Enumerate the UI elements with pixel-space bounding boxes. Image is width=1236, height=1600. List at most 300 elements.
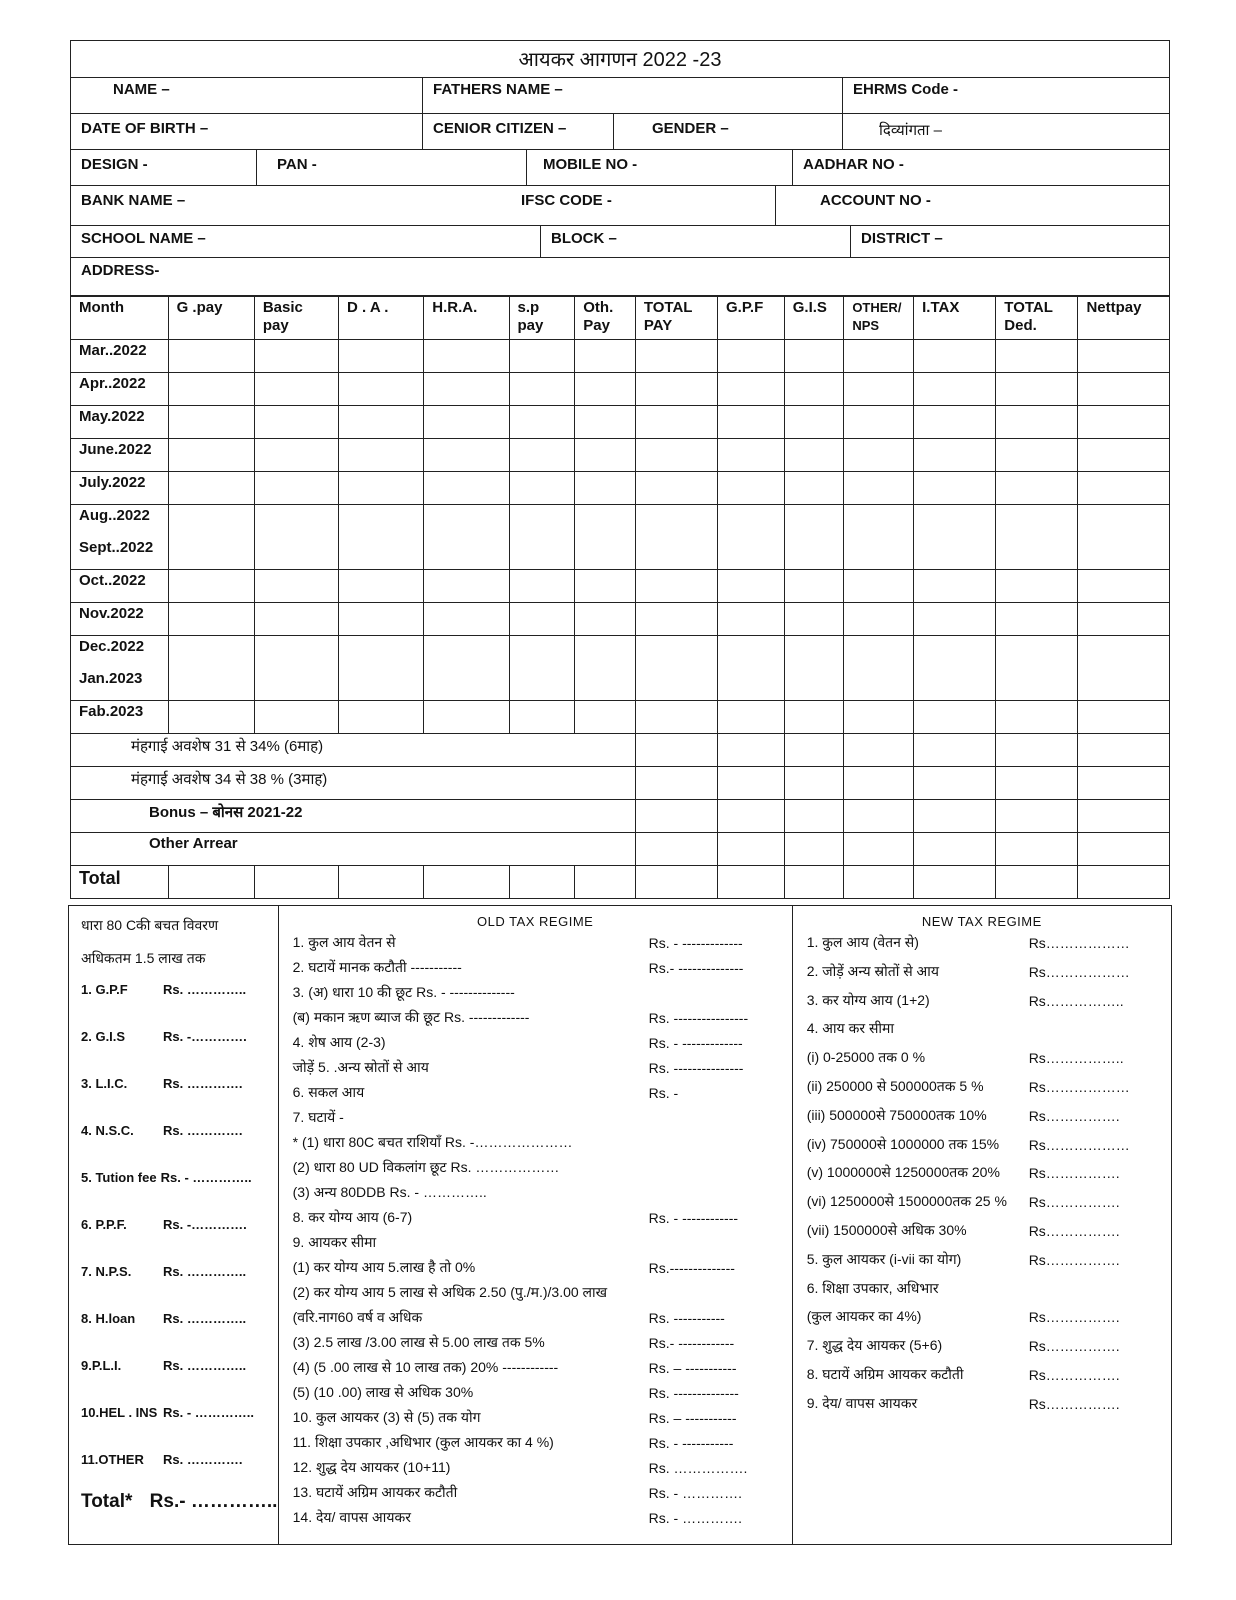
pay-cell[interactable] — [996, 340, 1078, 373]
pay-cell[interactable] — [575, 537, 636, 570]
pay-cell[interactable] — [996, 537, 1078, 570]
pay-cell[interactable] — [784, 472, 844, 505]
pay-cell[interactable] — [996, 734, 1078, 767]
ehrms-code-field[interactable]: EHRMS Code - — [853, 81, 958, 98]
pay-cell[interactable] — [784, 767, 844, 800]
month-row — [71, 668, 1170, 701]
pay-cell[interactable] — [254, 701, 338, 734]
line-amount[interactable]: Rs. ----------- — [648, 1310, 725, 1326]
savings-item-value[interactable]: Rs. …………. — [163, 1123, 243, 1138]
savings-item-label: 2. G.I.S — [81, 1029, 126, 1044]
pay-cell[interactable] — [635, 505, 717, 538]
pay-cell[interactable] — [718, 472, 785, 505]
pay-cell[interactable] — [254, 439, 338, 472]
pay-cell[interactable] — [1078, 833, 1170, 866]
line-amount[interactable]: Rs……………. — [1028, 1107, 1120, 1124]
pay-cell[interactable] — [339, 701, 424, 734]
savings-item-value[interactable]: Rs. - ………….. — [160, 1170, 252, 1185]
pay-cell[interactable] — [718, 537, 785, 570]
pay-cell[interactable] — [784, 439, 844, 472]
month-row — [71, 373, 1170, 406]
total-label: Total — [71, 866, 169, 899]
pay-cell[interactable] — [996, 570, 1078, 603]
month-label: Jan.2023 — [71, 668, 169, 701]
savings-item-value[interactable]: Rs. ………….. — [163, 1358, 247, 1373]
senior-citizen-field[interactable]: CENIOR CITIZEN – — [423, 114, 614, 149]
pay-cell[interactable] — [1078, 373, 1170, 406]
pay-cell[interactable] — [914, 439, 996, 472]
line-amount[interactable]: Rs. ……………. — [648, 1460, 748, 1476]
pay-cell[interactable] — [1078, 636, 1170, 669]
name-row — [71, 78, 1169, 114]
total-cell[interactable] — [718, 866, 785, 899]
pay-cell[interactable] — [844, 603, 914, 636]
line-amount[interactable]: Rs. --------------- — [648, 1060, 744, 1076]
pay-cell[interactable] — [1078, 800, 1170, 833]
pay-cell[interactable] — [844, 505, 914, 538]
pay-cell[interactable] — [424, 636, 509, 669]
pay-cell[interactable] — [914, 472, 996, 505]
new-regime-line — [807, 1163, 1157, 1192]
old-regime-line — [293, 1283, 778, 1308]
pay-cell[interactable] — [718, 570, 785, 603]
pay-cell[interactable] — [509, 636, 575, 669]
line-amount[interactable]: Rs……………. — [1028, 1395, 1120, 1412]
pay-cell[interactable] — [635, 570, 717, 603]
pay-cell[interactable] — [424, 373, 509, 406]
line-label: (वरि.नाग60 वर्ष व अधिक — [292, 1309, 423, 1325]
disability-field[interactable]: दिव्यांगता – — [879, 122, 942, 139]
line-amount[interactable]: Rs……………… — [1028, 963, 1130, 980]
pay-cell[interactable] — [575, 636, 636, 669]
pay-cell[interactable] — [996, 472, 1078, 505]
line-amount[interactable]: Rs. - — [648, 1085, 679, 1101]
pay-cell[interactable] — [914, 800, 996, 833]
pay-cell[interactable] — [424, 472, 509, 505]
pay-cell[interactable] — [718, 668, 785, 701]
total-cell[interactable] — [424, 866, 509, 899]
pay-cell[interactable] — [575, 505, 636, 538]
pay-cell[interactable] — [784, 833, 844, 866]
total-cell[interactable] — [914, 866, 996, 899]
pay-cell[interactable] — [784, 537, 844, 570]
pay-cell[interactable] — [339, 603, 424, 636]
pay-cell[interactable] — [718, 373, 785, 406]
pay-cell[interactable] — [575, 570, 636, 603]
pay-cell[interactable] — [996, 636, 1078, 669]
pay-cell[interactable] — [168, 701, 254, 734]
line-label: 13. घटायें अग्रिम आयकर कटौती — [292, 1484, 458, 1500]
total-cell[interactable] — [635, 866, 717, 899]
pay-cell[interactable] — [718, 833, 785, 866]
total-cell[interactable] — [784, 866, 844, 899]
pay-cell[interactable] — [784, 734, 844, 767]
dob-row — [71, 114, 1169, 150]
account-field[interactable]: ACCOUNT NO - — [820, 192, 931, 209]
pay-cell[interactable] — [168, 340, 254, 373]
pay-cell[interactable] — [914, 668, 996, 701]
pay-cell[interactable] — [914, 570, 996, 603]
pay-cell[interactable] — [168, 439, 254, 472]
pay-cell[interactable] — [339, 537, 424, 570]
pay-cell[interactable] — [424, 505, 509, 538]
pay-cell[interactable] — [718, 603, 785, 636]
pay-cell[interactable] — [844, 668, 914, 701]
pay-cell[interactable] — [509, 439, 575, 472]
pay-cell[interactable] — [575, 668, 636, 701]
pay-cell[interactable] — [1078, 505, 1170, 538]
old-regime-line — [293, 1008, 778, 1033]
total-cell[interactable] — [509, 866, 575, 899]
total-cell[interactable] — [339, 866, 424, 899]
pay-cell[interactable] — [844, 800, 914, 833]
pay-cell[interactable] — [914, 603, 996, 636]
line-amount[interactable]: Rs.- ------------ — [648, 1335, 735, 1351]
line-amount[interactable]: Rs. - ------------- — [648, 935, 743, 951]
pay-cell[interactable] — [509, 570, 575, 603]
pay-cell[interactable] — [914, 505, 996, 538]
pay-cell[interactable] — [914, 833, 996, 866]
line-label: (ब) मकान ऋण ब्याज की छूट Rs. ------------- — [292, 1009, 530, 1025]
name-field[interactable]: NAME – — [71, 78, 423, 113]
pay-cell[interactable] — [844, 439, 914, 472]
pay-cell[interactable] — [1078, 472, 1170, 505]
column-header: TOTAL Ded. — [996, 297, 1078, 340]
new-regime-line — [807, 1336, 1157, 1365]
pay-cell[interactable] — [1078, 767, 1170, 800]
pay-cell[interactable] — [844, 701, 914, 734]
pay-cell[interactable] — [784, 668, 844, 701]
pay-cell[interactable] — [254, 636, 338, 669]
pay-cell[interactable] — [575, 603, 636, 636]
pay-cell[interactable] — [575, 701, 636, 734]
total-cell[interactable] — [844, 866, 914, 899]
pay-cell[interactable] — [339, 472, 424, 505]
column-header: OTHER/ NPS — [844, 297, 914, 340]
pay-cell[interactable] — [718, 734, 785, 767]
pay-cell[interactable] — [168, 406, 254, 439]
pay-cell[interactable] — [339, 439, 424, 472]
total-cell[interactable] — [575, 866, 636, 899]
line-amount[interactable]: Rs. ---------------- — [648, 1010, 749, 1026]
pay-cell[interactable] — [844, 340, 914, 373]
total-cell[interactable] — [996, 866, 1078, 899]
pay-cell[interactable] — [1078, 439, 1170, 472]
old-regime-line — [293, 1458, 778, 1483]
pay-cell[interactable] — [1078, 340, 1170, 373]
line-amount[interactable]: Rs.- -------------- — [648, 960, 744, 976]
pay-cell[interactable] — [914, 767, 996, 800]
pay-cell[interactable] — [254, 668, 338, 701]
pay-cell[interactable] — [635, 373, 717, 406]
arrear-label: Other Arrear — [71, 833, 636, 866]
pay-cell[interactable] — [718, 439, 785, 472]
pay-cell[interactable] — [914, 340, 996, 373]
pay-cell[interactable] — [996, 833, 1078, 866]
pay-cell[interactable] — [254, 406, 338, 439]
pay-cell[interactable] — [844, 570, 914, 603]
line-amount[interactable]: Rs. – ----------- — [648, 1410, 737, 1426]
pay-cell[interactable] — [914, 406, 996, 439]
pay-cell[interactable] — [784, 701, 844, 734]
pay-cell[interactable] — [575, 472, 636, 505]
old-regime-line — [293, 1408, 778, 1433]
pay-cell[interactable] — [1078, 406, 1170, 439]
pay-cell[interactable] — [996, 767, 1078, 800]
pay-cell[interactable] — [844, 373, 914, 406]
pay-cell[interactable] — [509, 505, 575, 538]
block-field[interactable]: BLOCK – — [541, 226, 851, 257]
pay-cell[interactable] — [339, 668, 424, 701]
line-amount[interactable]: Rs. - ------------ — [648, 1210, 739, 1226]
savings-item-value[interactable]: Rs. ………….. — [163, 1311, 247, 1326]
line-amount[interactable]: Rs. - …………. — [648, 1510, 742, 1526]
pay-cell[interactable] — [844, 767, 914, 800]
pay-cell[interactable] — [168, 537, 254, 570]
ifsc-field[interactable]: IFSC CODE - — [521, 192, 612, 209]
pay-cell[interactable] — [575, 439, 636, 472]
old-regime-heading: OLD TAX REGIME — [477, 914, 594, 929]
pay-cell[interactable] — [996, 800, 1078, 833]
pay-cell[interactable] — [254, 373, 338, 406]
pay-cell[interactable] — [1078, 668, 1170, 701]
pay-cell[interactable] — [254, 537, 338, 570]
pay-cell[interactable] — [339, 406, 424, 439]
pay-cell[interactable] — [1078, 537, 1170, 570]
line-amount[interactable]: Rs……………. — [1028, 1309, 1120, 1326]
line-amount[interactable]: Rs. - ----------- — [648, 1435, 734, 1451]
pay-cell[interactable] — [509, 472, 575, 505]
pay-cell[interactable] — [1078, 734, 1170, 767]
pay-cell[interactable] — [168, 570, 254, 603]
old-regime-line — [293, 1133, 778, 1158]
pay-cell[interactable] — [996, 603, 1078, 636]
fathers-name-field[interactable]: FATHERS NAME – — [423, 78, 843, 113]
pay-cell[interactable] — [1078, 570, 1170, 603]
line-label: (v) 1000000से 1250000तक 20% — [806, 1164, 1000, 1181]
savings-items — [81, 982, 266, 1499]
line-amount[interactable]: Rs……………. — [1028, 1194, 1120, 1211]
pay-cell[interactable] — [509, 668, 575, 701]
pay-cell[interactable] — [509, 373, 575, 406]
new-regime-lines — [807, 933, 1157, 1423]
line-amount[interactable]: Rs……………. — [1028, 1366, 1120, 1383]
total-cell[interactable] — [1078, 866, 1170, 899]
pay-cell[interactable] — [996, 406, 1078, 439]
savings-item-value[interactable]: Rs. -…………. — [163, 1217, 247, 1232]
pay-cell[interactable] — [718, 505, 785, 538]
pay-cell[interactable] — [339, 340, 424, 373]
mobile-field[interactable]: MOBILE NO - — [527, 150, 793, 185]
pay-cell[interactable] — [635, 833, 717, 866]
pay-cell[interactable] — [718, 406, 785, 439]
pay-cell[interactable] — [424, 439, 509, 472]
pay-cell[interactable] — [718, 636, 785, 669]
savings-item-value[interactable]: Rs. …………. — [163, 1452, 243, 1467]
bank-name-field[interactable]: BANK NAME – — [81, 192, 186, 209]
pay-cell[interactable] — [575, 340, 636, 373]
pay-cell[interactable] — [718, 767, 785, 800]
pay-cell[interactable] — [784, 570, 844, 603]
pay-cell[interactable] — [424, 668, 509, 701]
pay-cell[interactable] — [424, 603, 509, 636]
line-amount[interactable]: Rs……………. — [1028, 1165, 1120, 1182]
pay-cell[interactable] — [509, 537, 575, 570]
district-field[interactable]: DISTRICT – — [861, 230, 943, 247]
old-regime-line — [293, 1258, 778, 1283]
pay-cell[interactable] — [424, 406, 509, 439]
line-label: (vi) 1250000से 1500000तक 25 % — [806, 1193, 1007, 1210]
old-regime-line — [293, 1483, 778, 1508]
pay-cell[interactable] — [635, 472, 717, 505]
pay-cell[interactable] — [844, 734, 914, 767]
pay-cell[interactable] — [168, 472, 254, 505]
pay-cell[interactable] — [168, 373, 254, 406]
pay-cell[interactable] — [635, 603, 717, 636]
pay-cell[interactable] — [996, 439, 1078, 472]
pay-cell[interactable] — [635, 701, 717, 734]
pay-cell[interactable] — [784, 800, 844, 833]
line-amount[interactable]: Rs……………. — [1028, 1251, 1120, 1268]
pay-cell[interactable] — [339, 373, 424, 406]
pay-cell[interactable] — [254, 472, 338, 505]
pay-cell[interactable] — [996, 373, 1078, 406]
pay-cell[interactable] — [718, 701, 785, 734]
pay-cell[interactable] — [844, 833, 914, 866]
pay-cell[interactable] — [996, 668, 1078, 701]
line-amount[interactable]: Rs……………… — [1028, 935, 1130, 951]
pay-cell[interactable] — [914, 636, 996, 669]
line-amount[interactable]: Rs……………. — [1028, 1222, 1120, 1239]
total-cell[interactable] — [168, 866, 254, 899]
pay-cell[interactable] — [509, 603, 575, 636]
column-header: G.P.F — [718, 297, 785, 340]
pay-cell[interactable] — [914, 373, 996, 406]
total-cell[interactable] — [254, 866, 338, 899]
pay-cell[interactable] — [1078, 603, 1170, 636]
pay-cell[interactable] — [635, 537, 717, 570]
address-field[interactable]: ADDRESS- — [81, 262, 160, 279]
pay-cell[interactable] — [1078, 701, 1170, 734]
savings-item-value[interactable]: Rs. ………….. — [163, 1264, 247, 1279]
savings-item-value[interactable]: Rs. …………. — [163, 1076, 243, 1091]
pay-cell[interactable] — [635, 668, 717, 701]
pay-cell[interactable] — [784, 406, 844, 439]
line-amount[interactable]: Rs.-------------- — [648, 1260, 735, 1276]
pay-cell[interactable] — [784, 340, 844, 373]
pay-cell[interactable] — [635, 636, 717, 669]
line-amount[interactable]: Rs……………. — [1028, 1338, 1120, 1355]
pay-cell[interactable] — [339, 570, 424, 603]
old-regime-line — [293, 1183, 778, 1208]
pay-cell[interactable] — [168, 668, 254, 701]
pay-cell[interactable] — [424, 701, 509, 734]
pay-cell[interactable] — [914, 701, 996, 734]
pay-cell[interactable] — [254, 340, 338, 373]
pay-cell[interactable] — [168, 505, 254, 538]
line-amount[interactable]: Rs. -------------- — [648, 1385, 739, 1401]
pay-cell[interactable] — [635, 406, 717, 439]
pay-cell[interactable] — [168, 636, 254, 669]
pay-cell[interactable] — [784, 505, 844, 538]
pay-cell[interactable] — [339, 505, 424, 538]
savings-total-value[interactable]: Rs.- ………….. — [149, 1491, 278, 1512]
dob-field[interactable]: DATE OF BIRTH – — [71, 114, 423, 149]
line-label: (1) कर योग्य आय 5.लाख है तो 0% — [292, 1259, 476, 1275]
pay-cell[interactable] — [784, 373, 844, 406]
pay-cell[interactable] — [575, 406, 636, 439]
month-row — [71, 537, 1170, 570]
school-field[interactable]: SCHOOL NAME – — [71, 226, 541, 257]
pay-cell[interactable] — [718, 340, 785, 373]
pay-cell[interactable] — [784, 636, 844, 669]
pay-cell[interactable] — [424, 537, 509, 570]
pay-cell[interactable] — [635, 800, 717, 833]
pay-cell[interactable] — [339, 636, 424, 669]
pay-cell[interactable] — [254, 505, 338, 538]
line-amount[interactable]: Rs. – ----------- — [648, 1360, 737, 1376]
line-amount[interactable]: Rs. - ------------- — [648, 1035, 743, 1051]
pay-cell[interactable] — [509, 406, 575, 439]
pay-cell[interactable] — [424, 340, 509, 373]
pay-cell[interactable] — [914, 734, 996, 767]
line-amount[interactable]: Rs…………….. — [1028, 1050, 1124, 1067]
old-tax-regime-column — [279, 906, 793, 1544]
pay-cell[interactable] — [168, 603, 254, 636]
month-label: July.2022 — [71, 472, 169, 505]
pay-cell[interactable] — [844, 636, 914, 669]
pay-cell[interactable] — [254, 603, 338, 636]
line-amount[interactable]: Rs……………… — [1028, 1136, 1130, 1153]
month-label: Oct..2022 — [71, 570, 169, 603]
line-amount[interactable]: Rs…………….. — [1028, 992, 1124, 1009]
pay-cell[interactable] — [509, 340, 575, 373]
pay-cell[interactable] — [914, 537, 996, 570]
savings-item-value[interactable]: Rs. - ………….. — [163, 1405, 255, 1420]
designation-field[interactable]: DESIGN - — [71, 150, 257, 185]
pay-cell[interactable] — [575, 373, 636, 406]
employee-details-box — [70, 40, 1170, 296]
savings-item-value[interactable]: Rs. ………….. — [163, 982, 247, 997]
savings-subheading: अधिकतम 1.5 लाख तक — [81, 950, 206, 966]
pay-cell[interactable] — [996, 701, 1078, 734]
new-regime-line — [807, 1135, 1157, 1164]
pay-cell[interactable] — [635, 340, 717, 373]
gender-field[interactable]: GENDER – — [614, 114, 843, 149]
pay-cell[interactable] — [844, 406, 914, 439]
pay-cell[interactable] — [635, 439, 717, 472]
line-label: 4. शेष आय (2-3) — [292, 1034, 386, 1050]
line-amount[interactable]: Rs. - …………. — [648, 1485, 742, 1501]
line-amount[interactable]: Rs……………… — [1028, 1078, 1130, 1095]
form-title: आयकर आगणन 2022 -23 — [518, 49, 722, 71]
pay-cell[interactable] — [254, 570, 338, 603]
aadhar-field[interactable]: AADHAR NO - — [803, 156, 904, 173]
pay-cell[interactable] — [844, 537, 914, 570]
pay-cell[interactable] — [635, 734, 717, 767]
savings-item — [81, 1029, 266, 1076]
savings-item-value[interactable]: Rs. -…………. — [163, 1029, 247, 1044]
pan-field[interactable]: PAN - — [257, 150, 527, 185]
pay-cell[interactable] — [718, 800, 785, 833]
pay-cell[interactable] — [509, 701, 575, 734]
pay-cell[interactable] — [844, 472, 914, 505]
pay-cell[interactable] — [635, 767, 717, 800]
month-label: Aug..2022 — [71, 505, 169, 538]
pay-cell[interactable] — [996, 505, 1078, 538]
pay-cell[interactable] — [784, 603, 844, 636]
pay-cell[interactable] — [424, 570, 509, 603]
